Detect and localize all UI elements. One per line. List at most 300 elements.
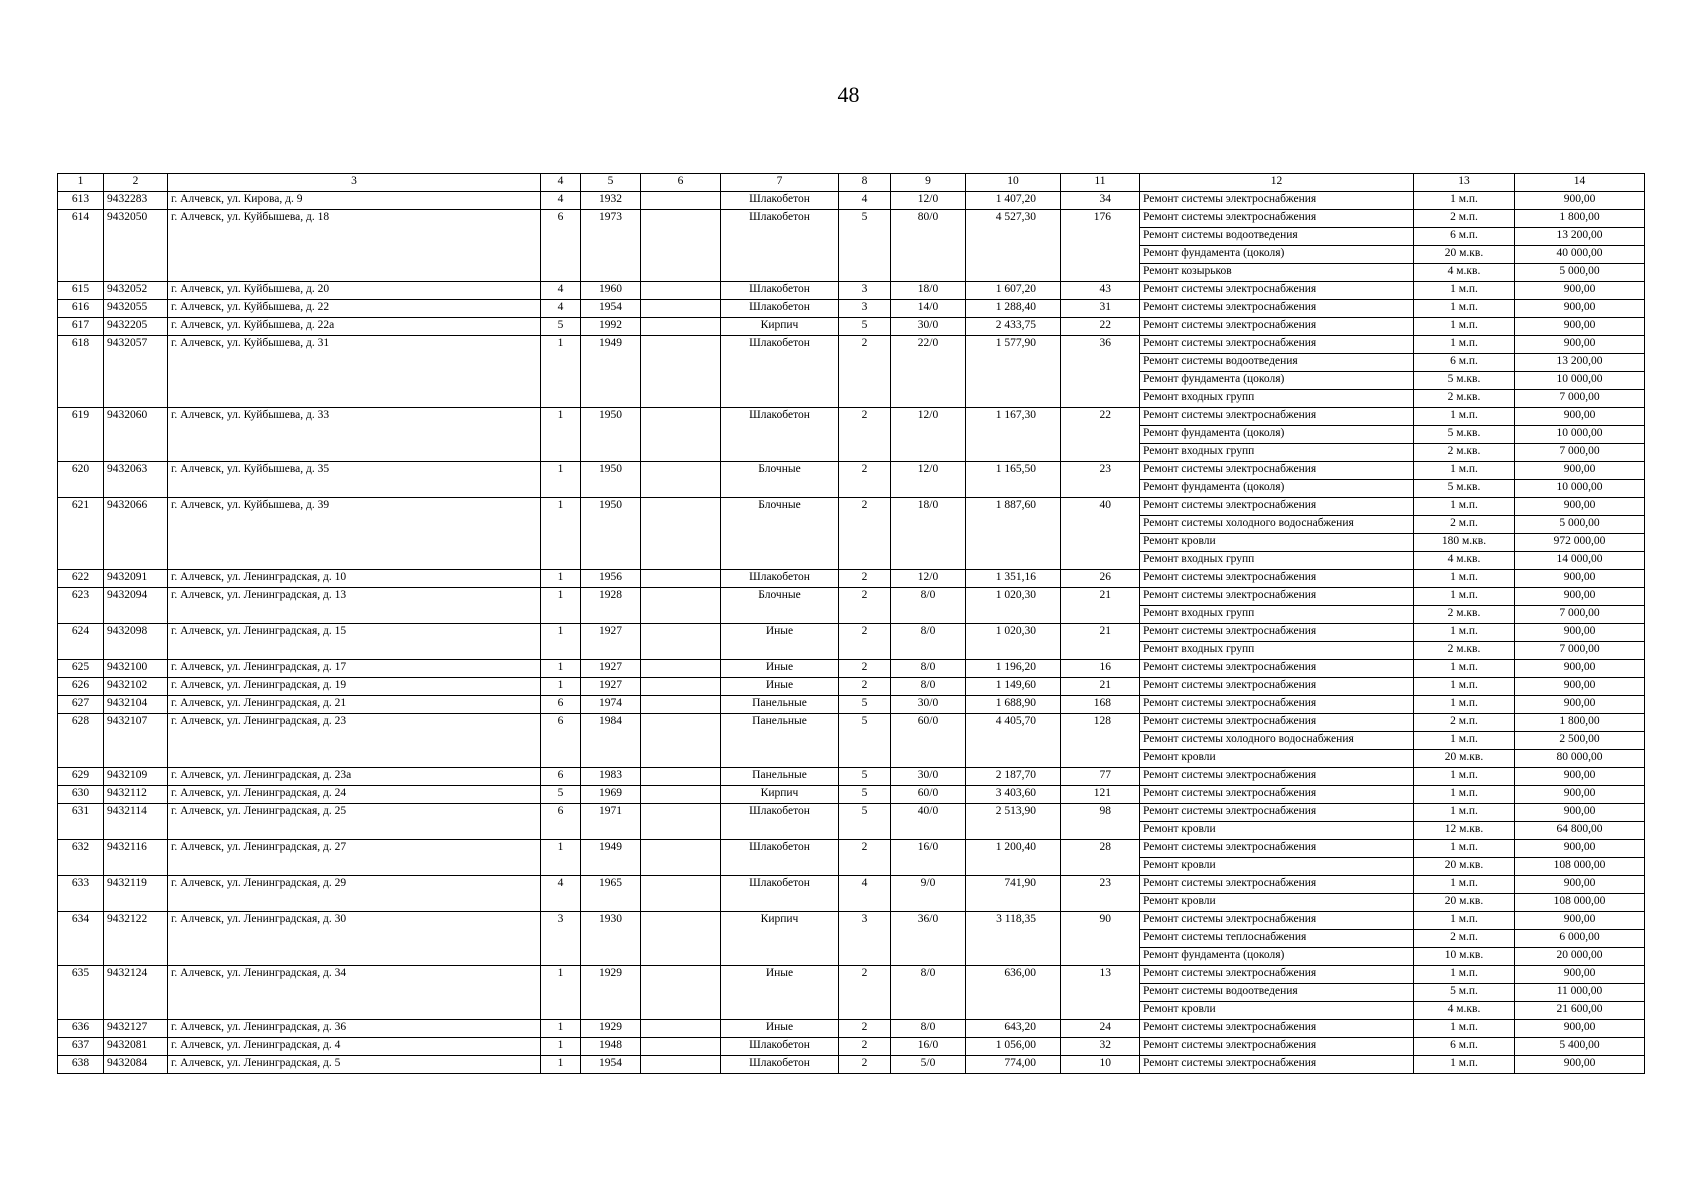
work-volume: 1 м.п. <box>1414 192 1515 210</box>
building-address: г. Алчевск, ул. Куйбышева, д. 18 <box>168 210 541 228</box>
merged-cell <box>58 264 104 282</box>
merged-cell <box>541 354 581 372</box>
floors-count: 4 <box>839 192 891 210</box>
table-row <box>58 786 1645 804</box>
col-9-value: 18/0 <box>891 282 966 300</box>
work-volume: 2 м.п. <box>1414 516 1515 534</box>
work-name: Ремонт системы электроснабжения <box>1140 282 1414 300</box>
building-address: г. Алчевск, ул. Ленинградская, д. 5 <box>168 1056 541 1074</box>
building-address: г. Алчевск, ул. Куйбышева, д. 22а <box>168 318 541 336</box>
merged-cell <box>104 534 168 552</box>
merged-cell <box>721 354 839 372</box>
work-cost: 900,00 <box>1515 660 1645 678</box>
total-area: 1 288,40 <box>966 300 1061 318</box>
merged-cell <box>168 1002 541 1020</box>
col-11-value: 23 <box>1061 876 1140 894</box>
work-name: Ремонт системы холодного водоснабжения <box>1140 516 1414 534</box>
col-6-value <box>641 462 721 480</box>
build-year: 1932 <box>581 192 641 210</box>
merged-cell <box>1061 390 1140 408</box>
work-name: Ремонт кровли <box>1140 534 1414 552</box>
col-6-value <box>641 660 721 678</box>
build-year: 1960 <box>581 282 641 300</box>
work-cost: 10 000,00 <box>1515 480 1645 498</box>
col-11-value: 28 <box>1061 840 1140 858</box>
row-number: 614 <box>58 210 104 228</box>
work-volume: 2 м.п. <box>1414 930 1515 948</box>
work-volume: 1 м.п. <box>1414 498 1515 516</box>
merged-cell <box>966 1002 1061 1020</box>
wall-material: Блочные <box>721 462 839 480</box>
wall-material: Блочные <box>721 588 839 606</box>
merged-cell <box>641 642 721 660</box>
table-row <box>58 750 1645 768</box>
merged-cell <box>541 246 581 264</box>
merged-cell <box>104 264 168 282</box>
work-name: Ремонт системы электроснабжения <box>1140 498 1414 516</box>
building-code: 9432205 <box>104 318 168 336</box>
merged-cell <box>641 390 721 408</box>
work-cost: 14 000,00 <box>1515 552 1645 570</box>
table-row <box>58 624 1645 642</box>
merged-cell <box>839 552 891 570</box>
merged-cell <box>966 426 1061 444</box>
merged-cell <box>541 642 581 660</box>
col-9-value: 8/0 <box>891 1020 966 1038</box>
work-cost: 40 000,00 <box>1515 246 1645 264</box>
merged-cell <box>581 390 641 408</box>
work-volume: 5 м.п. <box>1414 984 1515 1002</box>
build-year: 1929 <box>581 966 641 984</box>
col-9-value: 40/0 <box>891 804 966 822</box>
work-cost: 11 000,00 <box>1515 984 1645 1002</box>
work-name: Ремонт системы водоотведения <box>1140 228 1414 246</box>
col-6-value <box>641 678 721 696</box>
build-year: 1984 <box>581 714 641 732</box>
merged-cell <box>581 606 641 624</box>
building-address: г. Алчевск, ул. Ленинградская, д. 24 <box>168 786 541 804</box>
work-volume: 5 м.кв. <box>1414 480 1515 498</box>
build-year: 1948 <box>581 1038 641 1056</box>
table-row <box>58 426 1645 444</box>
merged-cell <box>581 858 641 876</box>
work-volume: 1 м.п. <box>1414 732 1515 750</box>
total-area: 741,90 <box>966 876 1061 894</box>
merged-cell <box>541 984 581 1002</box>
merged-cell <box>966 858 1061 876</box>
col-4-value: 1 <box>541 1020 581 1038</box>
col-4-value: 4 <box>541 192 581 210</box>
col-11-value: 31 <box>1061 300 1140 318</box>
work-cost: 900,00 <box>1515 804 1645 822</box>
merged-cell <box>168 858 541 876</box>
merged-cell <box>966 246 1061 264</box>
col-9-value: 16/0 <box>891 840 966 858</box>
building-code: 9432119 <box>104 876 168 894</box>
building-address: г. Алчевск, ул. Куйбышева, д. 33 <box>168 408 541 426</box>
work-cost: 900,00 <box>1515 678 1645 696</box>
merged-cell <box>891 732 966 750</box>
header-cell: 4 <box>541 174 581 192</box>
row-number: 633 <box>58 876 104 894</box>
merged-cell <box>168 372 541 390</box>
wall-material: Шлакобетон <box>721 804 839 822</box>
merged-cell <box>581 552 641 570</box>
merged-cell <box>104 606 168 624</box>
merged-cell <box>168 822 541 840</box>
floors-count: 2 <box>839 336 891 354</box>
col-11-value: 168 <box>1061 696 1140 714</box>
floors-count: 2 <box>839 588 891 606</box>
table-row <box>58 606 1645 624</box>
col-6-value <box>641 624 721 642</box>
table-row <box>58 228 1645 246</box>
merged-cell <box>58 732 104 750</box>
work-volume: 1 м.п. <box>1414 300 1515 318</box>
col-11-value: 98 <box>1061 804 1140 822</box>
col-9-value: 60/0 <box>891 786 966 804</box>
merged-cell <box>104 822 168 840</box>
work-name: Ремонт системы электроснабжения <box>1140 1056 1414 1074</box>
work-name: Ремонт системы теплоснабжения <box>1140 930 1414 948</box>
col-4-value: 3 <box>541 912 581 930</box>
work-volume: 1 м.п. <box>1414 804 1515 822</box>
merged-cell <box>168 552 541 570</box>
table-row <box>58 246 1645 264</box>
col-9-value: 8/0 <box>891 966 966 984</box>
col-4-value: 1 <box>541 336 581 354</box>
work-volume: 1 м.п. <box>1414 282 1515 300</box>
work-cost: 13 200,00 <box>1515 228 1645 246</box>
building-code: 9432055 <box>104 300 168 318</box>
merged-cell <box>721 552 839 570</box>
work-cost: 900,00 <box>1515 696 1645 714</box>
work-cost: 5 000,00 <box>1515 516 1645 534</box>
merged-cell <box>839 354 891 372</box>
build-year: 1950 <box>581 462 641 480</box>
work-volume: 6 м.п. <box>1414 228 1515 246</box>
building-code: 9432098 <box>104 624 168 642</box>
col-11-value: 40 <box>1061 498 1140 516</box>
total-area: 1 020,30 <box>966 588 1061 606</box>
row-number: 622 <box>58 570 104 588</box>
merged-cell <box>839 642 891 660</box>
merged-cell <box>541 858 581 876</box>
wall-material: Шлакобетон <box>721 1056 839 1074</box>
row-number: 626 <box>58 678 104 696</box>
col-9-value: 30/0 <box>891 768 966 786</box>
merged-cell <box>721 426 839 444</box>
merged-cell <box>891 264 966 282</box>
work-volume: 1 м.п. <box>1414 768 1515 786</box>
floors-count: 5 <box>839 714 891 732</box>
total-area: 2 513,90 <box>966 804 1061 822</box>
building-address: г. Алчевск, ул. Ленинградская, д. 17 <box>168 660 541 678</box>
merged-cell <box>104 1002 168 1020</box>
work-name: Ремонт системы электроснабжения <box>1140 624 1414 642</box>
building-code: 9432114 <box>104 804 168 822</box>
floors-count: 2 <box>839 1056 891 1074</box>
merged-cell <box>891 228 966 246</box>
merged-cell <box>891 894 966 912</box>
merged-cell <box>966 480 1061 498</box>
header-cell: 12 <box>1140 174 1414 192</box>
total-area: 3 118,35 <box>966 912 1061 930</box>
work-name: Ремонт системы электроснабжения <box>1140 318 1414 336</box>
building-address: г. Алчевск, ул. Ленинградская, д. 25 <box>168 804 541 822</box>
col-6-value <box>641 192 721 210</box>
merged-cell <box>966 930 1061 948</box>
wall-material: Шлакобетон <box>721 876 839 894</box>
merged-cell <box>641 822 721 840</box>
building-code: 9432104 <box>104 696 168 714</box>
total-area: 1 056,00 <box>966 1038 1061 1056</box>
col-6-value <box>641 696 721 714</box>
work-name: Ремонт системы электроснабжения <box>1140 588 1414 606</box>
build-year: 1974 <box>581 696 641 714</box>
work-volume: 2 м.кв. <box>1414 642 1515 660</box>
merged-cell <box>58 390 104 408</box>
work-name: Ремонт системы электроснабжения <box>1140 876 1414 894</box>
col-4-value: 4 <box>541 282 581 300</box>
work-volume: 1 м.п. <box>1414 696 1515 714</box>
work-cost: 108 000,00 <box>1515 858 1645 876</box>
merged-cell <box>641 354 721 372</box>
merged-cell <box>168 984 541 1002</box>
build-year: 1954 <box>581 300 641 318</box>
merged-cell <box>839 480 891 498</box>
merged-cell <box>1061 930 1140 948</box>
work-name: Ремонт фундамента (цоколя) <box>1140 480 1414 498</box>
work-cost: 900,00 <box>1515 336 1645 354</box>
wall-material: Кирпич <box>721 786 839 804</box>
col-11-value: 43 <box>1061 282 1140 300</box>
merged-cell <box>581 732 641 750</box>
col-6-value <box>641 1038 721 1056</box>
col-9-value: 12/0 <box>891 408 966 426</box>
col-6-value <box>641 282 721 300</box>
work-cost: 6 000,00 <box>1515 930 1645 948</box>
building-code: 9432066 <box>104 498 168 516</box>
merged-cell <box>721 642 839 660</box>
merged-cell <box>891 516 966 534</box>
wall-material: Шлакобетон <box>721 282 839 300</box>
building-code: 9432063 <box>104 462 168 480</box>
work-name: Ремонт кровли <box>1140 1002 1414 1020</box>
work-name: Ремонт системы электроснабжения <box>1140 570 1414 588</box>
col-4-value: 1 <box>541 660 581 678</box>
merged-cell <box>168 228 541 246</box>
total-area: 4 405,70 <box>966 714 1061 732</box>
col-6-value <box>641 318 721 336</box>
wall-material: Шлакобетон <box>721 1038 839 1056</box>
col-11-value: 10 <box>1061 1056 1140 1074</box>
merged-cell <box>891 984 966 1002</box>
table-row <box>58 516 1645 534</box>
work-name: Ремонт системы электроснабжения <box>1140 1038 1414 1056</box>
total-area: 4 527,30 <box>966 210 1061 228</box>
work-volume: 1 м.п. <box>1414 1056 1515 1074</box>
merged-cell <box>966 516 1061 534</box>
merged-cell <box>58 426 104 444</box>
building-address: г. Алчевск, ул. Куйбышева, д. 22 <box>168 300 541 318</box>
total-area: 1 020,30 <box>966 624 1061 642</box>
col-4-value: 6 <box>541 804 581 822</box>
floors-count: 2 <box>839 408 891 426</box>
work-volume: 4 м.кв. <box>1414 264 1515 282</box>
build-year: 1950 <box>581 498 641 516</box>
col-6-value <box>641 912 721 930</box>
work-name: Ремонт кровли <box>1140 750 1414 768</box>
wall-material: Шлакобетон <box>721 300 839 318</box>
merged-cell <box>168 264 541 282</box>
work-name: Ремонт системы водоотведения <box>1140 354 1414 372</box>
merged-cell <box>891 858 966 876</box>
work-name: Ремонт входных групп <box>1140 642 1414 660</box>
work-name: Ремонт системы электроснабжения <box>1140 768 1414 786</box>
merged-cell <box>1061 750 1140 768</box>
col-11-value: 21 <box>1061 624 1140 642</box>
wall-material: Иные <box>721 1020 839 1038</box>
row-number: 630 <box>58 786 104 804</box>
work-volume: 6 м.п. <box>1414 354 1515 372</box>
merged-cell <box>581 354 641 372</box>
building-address: г. Алчевск, ул. Ленинградская, д. 36 <box>168 1020 541 1038</box>
work-name: Ремонт входных групп <box>1140 606 1414 624</box>
merged-cell <box>104 516 168 534</box>
col-11-value: 176 <box>1061 210 1140 228</box>
merged-cell <box>541 552 581 570</box>
work-volume: 2 м.кв. <box>1414 444 1515 462</box>
merged-cell <box>168 246 541 264</box>
table-row <box>58 552 1645 570</box>
build-year: 1992 <box>581 318 641 336</box>
col-4-value: 1 <box>541 462 581 480</box>
floors-count: 3 <box>839 912 891 930</box>
header-cell: 3 <box>168 174 541 192</box>
col-11-value: 22 <box>1061 408 1140 426</box>
work-cost: 5 400,00 <box>1515 1038 1645 1056</box>
work-volume: 4 м.кв. <box>1414 552 1515 570</box>
merged-cell <box>58 516 104 534</box>
work-name: Ремонт системы электроснабжения <box>1140 786 1414 804</box>
header-cell: 8 <box>839 174 891 192</box>
row-number: 632 <box>58 840 104 858</box>
work-volume: 10 м.кв. <box>1414 948 1515 966</box>
merged-cell <box>104 480 168 498</box>
col-4-value: 6 <box>541 714 581 732</box>
work-cost: 13 200,00 <box>1515 354 1645 372</box>
merged-cell <box>966 354 1061 372</box>
merged-cell <box>641 894 721 912</box>
merged-cell <box>839 732 891 750</box>
work-volume: 1 м.п. <box>1414 966 1515 984</box>
merged-cell <box>891 552 966 570</box>
building-address: г. Алчевск, ул. Ленинградская, д. 27 <box>168 840 541 858</box>
wall-material: Шлакобетон <box>721 840 839 858</box>
wall-material: Шлакобетон <box>721 210 839 228</box>
merged-cell <box>966 228 1061 246</box>
merged-cell <box>58 480 104 498</box>
col-11-value: 24 <box>1061 1020 1140 1038</box>
row-number: 627 <box>58 696 104 714</box>
work-name: Ремонт системы электроснабжения <box>1140 210 1414 228</box>
total-area: 3 403,60 <box>966 786 1061 804</box>
wall-material: Панельные <box>721 714 839 732</box>
work-cost: 900,00 <box>1515 624 1645 642</box>
repair-register-table <box>57 173 1645 1074</box>
total-area: 774,00 <box>966 1056 1061 1074</box>
total-area: 1 407,20 <box>966 192 1061 210</box>
col-4-value: 4 <box>541 300 581 318</box>
col-11-value: 128 <box>1061 714 1140 732</box>
merged-cell <box>641 534 721 552</box>
col-9-value: 16/0 <box>891 1038 966 1056</box>
col-6-value <box>641 408 721 426</box>
merged-cell <box>58 354 104 372</box>
work-name: Ремонт системы водоотведения <box>1140 984 1414 1002</box>
floors-count: 2 <box>839 840 891 858</box>
merged-cell <box>721 984 839 1002</box>
merged-cell <box>168 948 541 966</box>
merged-cell <box>721 894 839 912</box>
merged-cell <box>966 606 1061 624</box>
col-9-value: 30/0 <box>891 696 966 714</box>
work-name: Ремонт системы электроснабжения <box>1140 966 1414 984</box>
work-volume: 12 м.кв. <box>1414 822 1515 840</box>
work-volume: 2 м.п. <box>1414 210 1515 228</box>
col-9-value: 60/0 <box>891 714 966 732</box>
table-row <box>58 984 1645 1002</box>
merged-cell <box>721 228 839 246</box>
merged-cell <box>541 390 581 408</box>
work-name: Ремонт входных групп <box>1140 552 1414 570</box>
merged-cell <box>168 894 541 912</box>
building-code: 9432060 <box>104 408 168 426</box>
row-number: 636 <box>58 1020 104 1038</box>
merged-cell <box>721 246 839 264</box>
work-cost: 900,00 <box>1515 840 1645 858</box>
row-number: 629 <box>58 768 104 786</box>
building-address: г. Алчевск, ул. Ленинградская, д. 21 <box>168 696 541 714</box>
table-row <box>58 696 1645 714</box>
total-area: 643,20 <box>966 1020 1061 1038</box>
merged-cell <box>104 732 168 750</box>
building-code: 9432112 <box>104 786 168 804</box>
merged-cell <box>966 732 1061 750</box>
table-row <box>58 732 1645 750</box>
merged-cell <box>541 750 581 768</box>
col-9-value: 8/0 <box>891 660 966 678</box>
col-11-value: 26 <box>1061 570 1140 588</box>
floors-count: 5 <box>839 210 891 228</box>
col-6-value <box>641 336 721 354</box>
row-number: 620 <box>58 462 104 480</box>
table-row <box>58 714 1645 732</box>
merged-cell <box>721 606 839 624</box>
col-4-value: 6 <box>541 768 581 786</box>
merged-cell <box>58 930 104 948</box>
merged-cell <box>891 246 966 264</box>
merged-cell <box>58 1002 104 1020</box>
total-area: 636,00 <box>966 966 1061 984</box>
merged-cell <box>839 426 891 444</box>
merged-cell <box>1061 894 1140 912</box>
merged-cell <box>839 750 891 768</box>
table-row <box>58 408 1645 426</box>
merged-cell <box>891 930 966 948</box>
work-volume: 20 м.кв. <box>1414 246 1515 264</box>
